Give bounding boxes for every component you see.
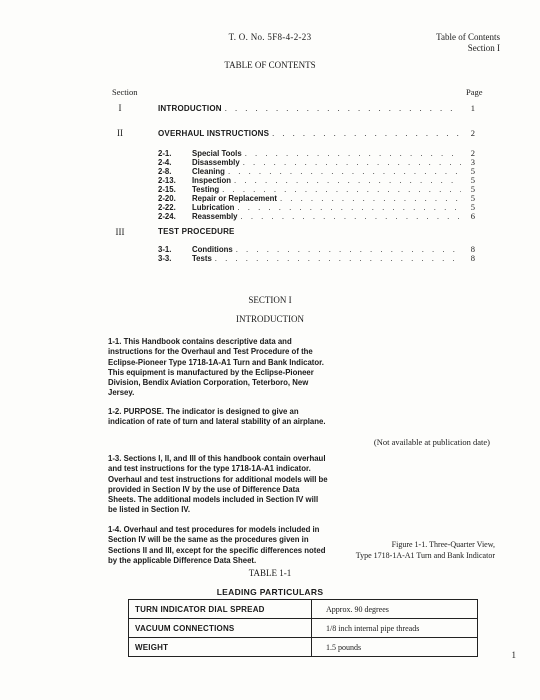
- toc-subsection-title: Reassembly: [192, 212, 238, 221]
- toc-section-title: TEST PROCEDURE: [158, 227, 235, 236]
- toc-subsection-row: [158, 175, 475, 184]
- toc-page-number: 5: [470, 175, 475, 185]
- toc-page-number: 2: [470, 128, 475, 138]
- paragraph-1-2: [108, 407, 328, 428]
- toc-section-number: I: [118, 103, 122, 113]
- paragraph-heading: PURPOSE.: [123, 407, 164, 416]
- toc-page-number: 5: [470, 202, 475, 212]
- toc-section-row: [158, 227, 475, 237]
- table-value-cell: 1/8 inch internal pipe threads: [312, 619, 478, 638]
- toc-section-row: [158, 128, 475, 138]
- toc-page-number: 1: [470, 103, 475, 113]
- paragraph-number: 1-2.: [108, 407, 122, 416]
- table-title: TABLE 1-1: [248, 568, 292, 578]
- toc-subsection-title: Special Tools: [192, 149, 242, 158]
- section-subheading: INTRODUCTION: [236, 314, 304, 324]
- toc-subsection-title: Cleaning: [192, 167, 225, 176]
- toc-section-row: [158, 103, 475, 113]
- toc-page-number: 2: [470, 148, 475, 158]
- toc-subsection-title: Conditions: [192, 245, 233, 254]
- table-key-cell: WEIGHT: [129, 638, 312, 657]
- table-key-cell: TURN INDICATOR DIAL SPREAD: [129, 600, 312, 619]
- toc-page-number: 5: [470, 184, 475, 194]
- table-value-cell: Approx. 90 degrees: [312, 600, 478, 619]
- toc-subsection-number: 3-3.: [158, 254, 172, 263]
- toc-subsection-title: Inspection: [192, 176, 231, 185]
- toc-subsection-number: 2-20.: [158, 194, 176, 203]
- paragraph-number: 1-1.: [108, 337, 122, 346]
- figure-caption-line2: Type 1718-1A-A1 Turn and Bank Indicator: [355, 550, 495, 560]
- table-key-cell: VACUUM CONNECTIONS: [129, 619, 312, 638]
- toc-section-title: OVERHAUL INSTRUCTIONS: [158, 129, 270, 138]
- toc-section-number: III: [115, 227, 125, 237]
- toc-subsection-number: 2-24.: [158, 212, 176, 221]
- toc-page-number: 8: [470, 244, 475, 254]
- paragraph-number: 1-4.: [108, 525, 122, 534]
- section-heading: SECTION I: [248, 295, 292, 305]
- toc-subsection-row: [158, 211, 475, 220]
- toc-subsection-number: 2-13.: [158, 176, 176, 185]
- toc-subsection-number: 3-1.: [158, 245, 172, 254]
- toc-subsection-row: [158, 193, 475, 202]
- toc-subsection-row: [158, 148, 475, 157]
- leader-dots: [222, 103, 461, 113]
- toc-section-column-header: Section: [112, 87, 138, 97]
- toc-page-number: 3: [470, 157, 475, 167]
- toc-subsection-number: 2-22.: [158, 203, 176, 212]
- paragraph-number: 1-3.: [108, 454, 122, 463]
- toc-subsection-row: [158, 202, 475, 211]
- toc-title: TABLE OF CONTENTS: [224, 60, 316, 70]
- toc-subsection-number: 2-1.: [158, 149, 172, 158]
- paragraph-1-4: [108, 525, 328, 566]
- toc-subsection-title: Testing: [192, 185, 220, 194]
- toc-subsection-row: [158, 244, 475, 253]
- paragraph-1-1: [108, 337, 328, 399]
- running-header-line2: Section I: [467, 43, 500, 53]
- paragraph-text: This Handbook contains descriptive data and instructions for the Overhaul and Test Procedure of the Eclipse-Pioneer Type 1718-1A-A1 Turn and Bank Indicator. This equipment is manufactured by the Eclipse-Pioneer Division, Bendix Aviation Corporation, Teterboro, New Jersey.: [108, 337, 324, 398]
- figure-placeholder-note: (Not available at publication date): [373, 437, 490, 447]
- toc-section-number: II: [117, 128, 123, 138]
- toc-subsection-row: [158, 253, 475, 262]
- figure-caption: [300, 540, 495, 561]
- leader-dots: [212, 254, 461, 263]
- table-value-cell: 1.5 pounds: [312, 638, 478, 657]
- table-row: [129, 619, 478, 638]
- table-subtitle: LEADING PARTICULARS: [216, 587, 324, 597]
- paragraph-text: Sections I, II, and III of this handbook contain overhaul and test instructions for the type 1718-1A-A1 indicator. Overhaul and test instructions for additional models will be provided in Section IV by the use of Difference Data Sheets. The additional models included in Section IV will be listed in Section IV.: [108, 454, 328, 515]
- paragraph-text: The indicator is designed to give an indication of rate of turn and lateral stability of an airplane.: [108, 407, 326, 427]
- toc-subsection-number: 2-4.: [158, 158, 172, 167]
- toc-page-column-header: Page: [466, 87, 483, 97]
- page-number: 1: [511, 650, 516, 660]
- running-header-line1: Table of Contents: [436, 32, 500, 42]
- toc-page-number: 5: [470, 193, 475, 203]
- leading-particulars-table: [128, 599, 478, 657]
- toc-subsection-title: Repair or Replacement: [192, 194, 277, 203]
- paragraph-text: Overhaul and test procedures for models included in Section IV will be the same as the procedures given in Sections II and III, except for the specific differences noted by the applicable Difference Data Sheet.: [108, 525, 326, 565]
- toc-section-title: INTRODUCTION: [158, 104, 222, 113]
- toc-subsection-title: Lubrication: [192, 203, 235, 212]
- table-row: [129, 638, 478, 657]
- figure-caption-line1: Figure 1-1. Three-Quarter View,: [391, 540, 495, 549]
- toc-subsection-row: [158, 157, 475, 166]
- running-header: [436, 32, 500, 54]
- paragraph-1-3: [108, 454, 328, 516]
- toc-page-number: 5: [470, 166, 475, 176]
- toc-subsection-number: 2-8.: [158, 167, 172, 176]
- toc-subsection-row: [158, 184, 475, 193]
- toc-page-number: 6: [470, 211, 475, 221]
- technical-order-number: T. O. No. 5F8-4-2-23: [228, 32, 312, 42]
- leader-dots: [238, 212, 461, 221]
- toc-subsection-row: [158, 166, 475, 175]
- toc-subsection-title: Disassembly: [192, 158, 240, 167]
- leader-dots: [269, 128, 461, 138]
- toc-page-number: 8: [470, 253, 475, 263]
- toc-subsection-number: 2-15.: [158, 185, 176, 194]
- toc-subsection-title: Tests: [192, 254, 212, 263]
- table-row: [129, 600, 478, 619]
